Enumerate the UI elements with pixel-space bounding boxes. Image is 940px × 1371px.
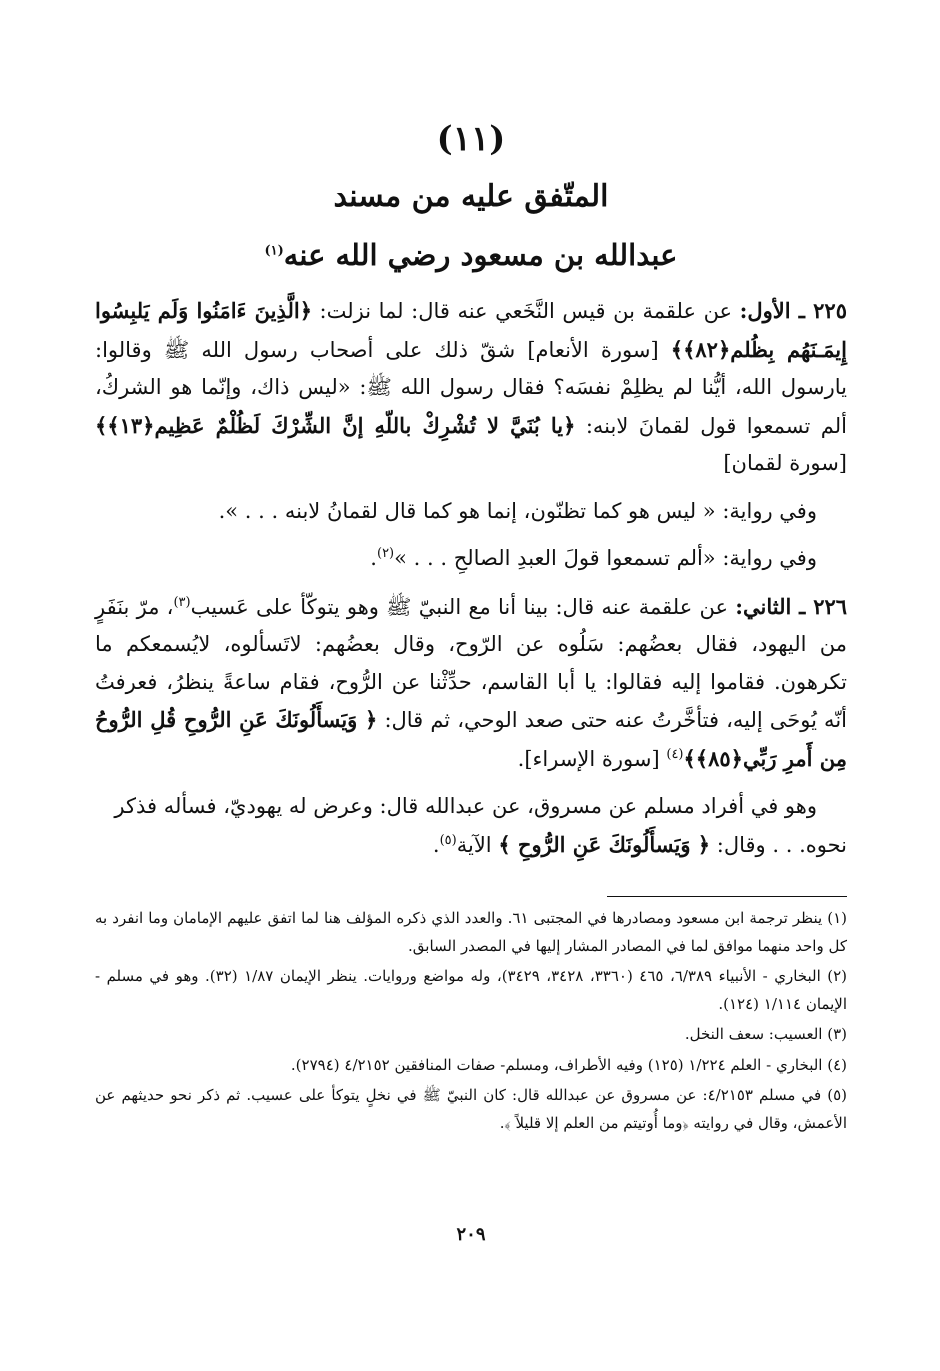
footnote: (٢) البخاري - الأنبياء ٦/٣٨٩، ٤٦٥ (٣٣٦٠، ٣٤٢٨، ٣٤٢٩)، وله مواضع وروايات. ينظر الإيمان ١/٨٧ (٣٢). وهو في مسلم - الإيمان ١/١١٤ (١٢٤). bbox=[95, 967, 848, 1013]
footnote: (١) ينظر ترجمة ابن مسعود ومصادرها في المجتبى ٦١. والعدد الذي ذكره المؤلف هنا لما اتفق عليهم الإمامان وما انفرد به كل واحد منهما موافق لما في المصادر المشار إليها في المصدر السابق. bbox=[95, 909, 848, 955]
chapter-number: (١١) bbox=[436, 119, 506, 159]
narration-text: الآية bbox=[456, 832, 499, 857]
hadith-number: ٢٢٦ ـ الثاني: bbox=[735, 593, 848, 619]
chapter-subtitle bbox=[95, 226, 847, 284]
narration-text: وهو في أفراد مسلم عن مسروق، عن عبدالله قال: وعرض له يهوديّ، فسأله فذكر نحوه. . . وقال: bbox=[114, 794, 847, 857]
quran-verse: ﴿ وَيَسأَلُونَكَ عَنِ الرُّوحِ قُلِ الرُّوحُ مِن أَمرِ رَبِّي﴿٨٥﴾﴾ bbox=[95, 707, 847, 771]
narration bbox=[95, 493, 847, 531]
narration-text: وفي رواية: «ألم تسمعوا قولَ العبدِ الصالحِ . . . » bbox=[394, 546, 817, 570]
footnote-divider bbox=[607, 896, 847, 897]
quran-verse: ﴿ وَيَسأَلُونَكَ عَنِ الرُّوحِ ﴾ bbox=[498, 831, 711, 857]
chapter-subtitle-text: عبدالله بن مسعود رضي الله عنه bbox=[283, 238, 678, 272]
narration: وفي رواية: «ألم تسمعوا قولَ العبدِ الصالحِ . . . »$^{(٢)}$. bbox=[370, 546, 817, 570]
footnote: (٣) العسيب: سعف النخل. bbox=[684, 1025, 847, 1043]
footnote: (٤) البخاري - العلم ١/٢٢٤ (١٢٥) وفيه الأطراف، ومسلم- صفات المنافقين ٤/٢١٥٢ (٢٧٩٤). bbox=[290, 1055, 847, 1074]
hadith-225 bbox=[95, 292, 847, 483]
narration-text: وفي رواية: « ليس هو كما تظنّون، إنما هو كما قال لقمانُ لابنه . . . ». bbox=[218, 498, 817, 523]
hadith-text: [سورة الأنعام] شقّ ذلك على أصحاب رسول الله ﷺ وقالوا: يارسول الله، أيُّنا لم يظلِمْ نفسَه؟ فقال رسول الله ﷺ: «ليس ذاك، وإنّما هو الشركُ، ألم تسمعوا قول لقمانَ لابنه: bbox=[95, 337, 847, 438]
footnote-ref: (٤) bbox=[666, 746, 684, 762]
hadith-number: ٢٢٥ ـ الأول: bbox=[739, 298, 847, 323]
footnote-ref: (٢) bbox=[376, 546, 395, 561]
hadith-text: ، مرّ بنَفَرٍ من اليهود، فقال بعضُهم: سَلُوه عن الرّوح، وقال بعضُهم: لاتَسألوه، لايُسمعكم ما تكرهون. فقاموا إليه فقالوا: يا أبا القاسم، حدِّثْنا عن الرُّوح، فقام ساعةً ينظرُ، فعرفتُ أنّه يُوحَى إليه، فتأخَّرتُ عنه حتى صعد الوحي، ثم قال: bbox=[95, 594, 847, 732]
footnote-ref: (١) bbox=[264, 243, 284, 259]
quran-verse: ﴿يا بُنَيَّ لا تُشْرِكْ باللّهِ إنَّ الشِّرْكَ لَظُلْمٌ عَظِيم﴿١٣﴾﴾ bbox=[95, 412, 576, 438]
chapter-title: المتّفق عليه من مسند bbox=[333, 179, 609, 214]
hadith-text: عن علقمة عنه قال: بينا أنا مع النبيّ ﷺ وهو يتوكّأ على عَسيب bbox=[190, 594, 736, 619]
quran-verse: ﴿الَّذِينَ ءَامَنُوا وَلَم يَلبِسُوا إِيمَـنَهُم بِظُلم﴿٨٢﴾﴾ bbox=[95, 298, 847, 362]
surah-ref: [سورة لقمان] bbox=[723, 451, 847, 475]
footnote-ref: (٥) bbox=[439, 832, 457, 848]
surah-ref: [سورة الإسراء]. bbox=[517, 746, 667, 771]
narration: وهو في أفراد مسلم عن مسروق، عن عبدالله قال: وعرض له يهوديّ، فسأله فذكر نحوه. . . وقال: ﴿ وَيَسأَلُونَكَ عَنِ الرُّوحِ ﴾ الآية$^{(٥)}$. bbox=[114, 794, 847, 857]
hadith-226 bbox=[95, 588, 847, 779]
hadith-text: عن علقمة بن قيس النَّخَعي عنه قال: لما نزلت: bbox=[312, 299, 740, 323]
footnote: (٥) في مسلم ٤/٢١٥٣: عن مسروق عن عبدالله قال: كان النبيّ ﷺ في نخلٍ يتوكأ على عسيب. ثم ذكر نحو حديثهم عن الأعمش، وقال في روايته ﴿وما أُوتيتم من العلم إلا قليلاً ﴾. bbox=[95, 1086, 847, 1132]
book-page bbox=[95, 110, 847, 1310]
page-number: ٢٠٩ bbox=[456, 1224, 486, 1245]
footnotes bbox=[95, 905, 847, 1137]
footnote-ref: (٣) bbox=[173, 594, 191, 610]
